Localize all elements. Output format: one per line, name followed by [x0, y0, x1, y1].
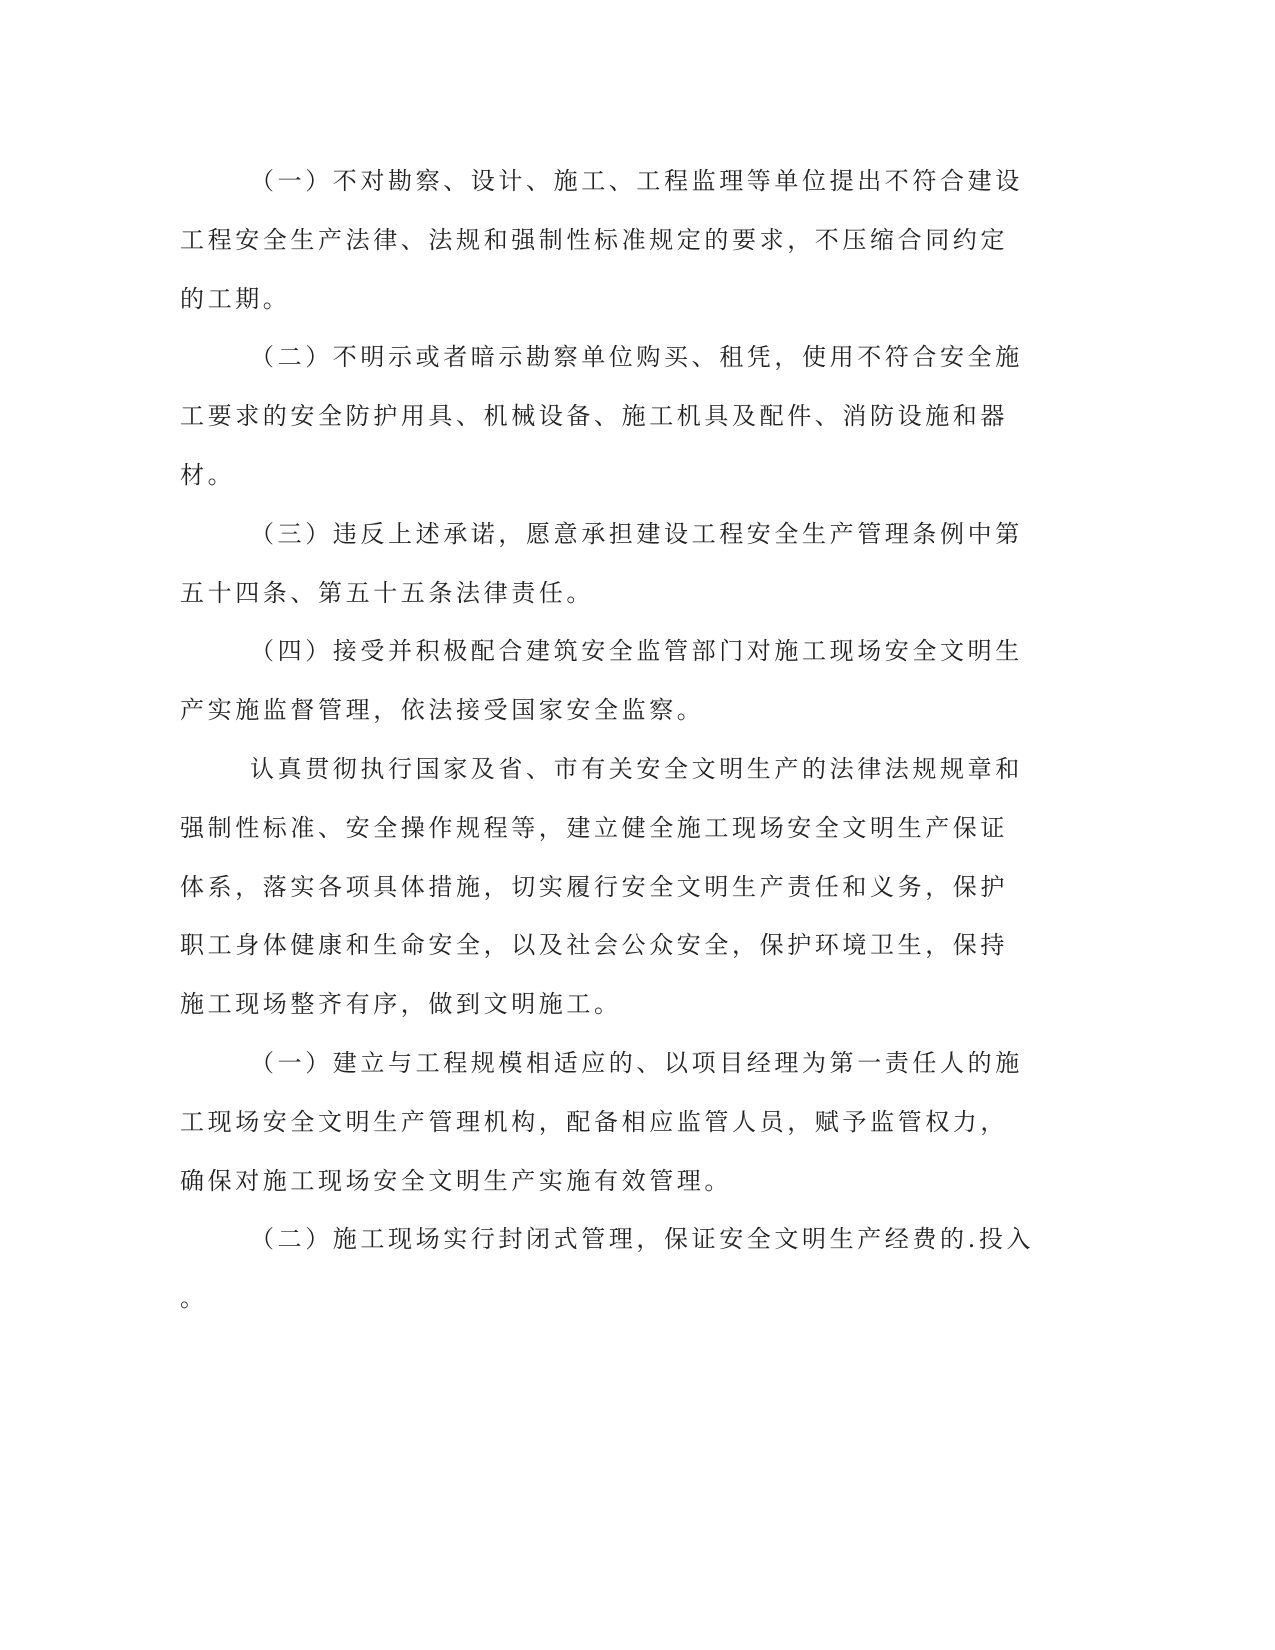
paragraph-line: （三）违反上述承诺，愿意承担建设工程安全生产管理条例中第 — [250, 519, 1023, 548]
paragraph-line: 工要求的安全防护用具、机械设备、施工机具及配件、消防设施和器 — [180, 402, 1008, 431]
paragraph-line: 职工身体健康和生命安全，以及社会公众安全，保护环境卫生，保持 — [180, 931, 1008, 960]
paragraph-line: （一）不对勘察、设计、施工、工程监理等单位提出不符合建设 — [250, 167, 1023, 195]
document-body — [180, 152, 1060, 1328]
paragraph-line: 材。 — [180, 460, 236, 489]
paragraph — [180, 328, 1060, 504]
paragraph — [180, 1210, 1060, 1328]
paragraph-line: 五十四条、第五十五条法律责任。 — [180, 578, 594, 607]
paragraph — [180, 622, 1060, 740]
paragraph-line: （二）不明示或者暗示勘察单位购买、租凭，使用不符合安全施 — [250, 343, 1023, 372]
paragraph-line: 认真贯彻执行国家及省、市有关安全文明生产的法律法规规章和 — [250, 754, 1023, 783]
paragraph — [180, 505, 1060, 623]
paragraph-line: 的工期。 — [180, 284, 291, 313]
paragraph-line: （二）施工现场实行封闭式管理，保证安全文明生产经费的.投入 — [250, 1225, 1035, 1254]
paragraph-line: 体系，落实各项具体措施，切实履行安全文明生产责任和义务，保护 — [180, 872, 1008, 901]
paragraph-line: 。 — [180, 1284, 208, 1313]
paragraph — [180, 1034, 1060, 1210]
paragraph-line: （一）建立与工程规模相适应的、以项目经理为第一责任人的施 — [250, 1048, 1023, 1077]
paragraph-line: （四）接受并积极配合建筑安全监管部门对施工现场安全文明生 — [250, 637, 1023, 666]
paragraph-line: 施工现场整齐有序，做到文明施工。 — [180, 990, 622, 1019]
paragraph — [180, 152, 1060, 328]
paragraph-line: 工程安全生产法律、法规和强制性标准规定的要求，不压缩合同约定 — [180, 225, 1008, 254]
paragraph-line: 产实施监督管理，依法接受国家安全监察。 — [180, 696, 705, 725]
paragraph-line: 确保对施工现场安全文明生产实施有效管理。 — [180, 1166, 732, 1195]
paragraph-line: 强制性标准、安全操作规程等，建立健全施工现场安全文明生产保证 — [180, 813, 1008, 842]
paragraph — [180, 740, 1060, 1034]
paragraph-line: 工现场安全文明生产管理机构，配备相应监管人员，赋予监管权力， — [180, 1107, 1008, 1136]
